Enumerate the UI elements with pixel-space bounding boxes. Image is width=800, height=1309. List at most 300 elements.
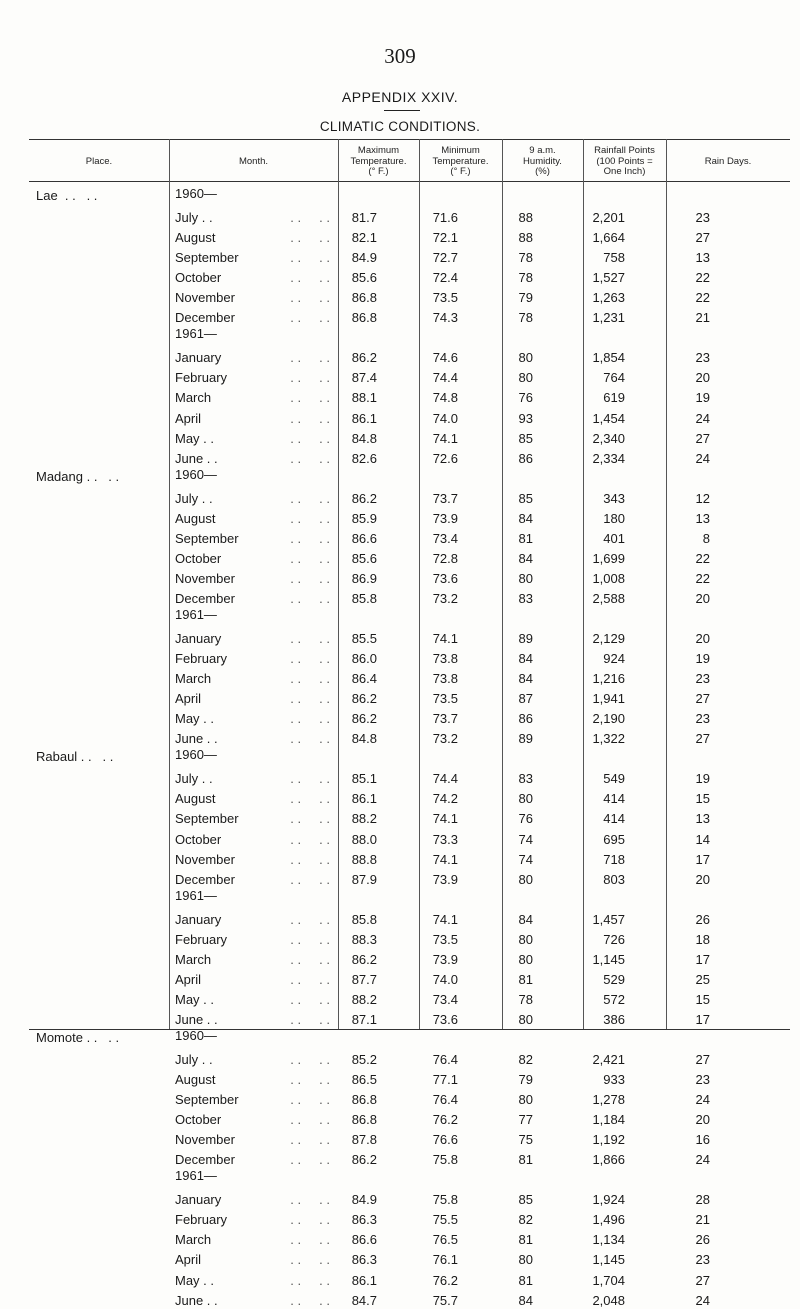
cell-rain: 1,924 bbox=[592, 1192, 625, 1208]
cell-min: 74.0 bbox=[432, 971, 458, 987]
month-label: November bbox=[175, 570, 235, 586]
cell-min: 74.4 bbox=[432, 370, 458, 386]
header-min-temp-line: Minimum bbox=[441, 145, 480, 156]
month-label: December bbox=[175, 590, 235, 606]
table-top-rule bbox=[29, 139, 790, 140]
appendix-title: APPENDIX XXIV. bbox=[341, 89, 459, 105]
table-row bbox=[0, 206, 800, 226]
month-label: July . . bbox=[175, 771, 213, 787]
cell-days: 24 bbox=[695, 1292, 710, 1308]
cell-hum: 81 bbox=[518, 1272, 533, 1288]
cell-hum: 74 bbox=[518, 831, 533, 847]
table-row bbox=[0, 868, 800, 888]
cell-max: 88.2 bbox=[351, 991, 377, 1007]
cell-max: 86.5 bbox=[351, 1072, 377, 1088]
cell-max: 86.8 bbox=[351, 1092, 377, 1108]
cell-rain: 1,134 bbox=[592, 1232, 625, 1248]
header-max-temp-line: (° F.) bbox=[368, 166, 389, 177]
cell-days: 15 bbox=[695, 991, 710, 1007]
cell-max: 86.2 bbox=[351, 350, 377, 366]
header-min-temp bbox=[419, 146, 502, 178]
month-label: December bbox=[175, 310, 235, 326]
table-row bbox=[0, 687, 800, 707]
cell-hum: 82 bbox=[518, 1212, 533, 1228]
cell-days: 23 bbox=[695, 1072, 710, 1088]
table-row bbox=[0, 1228, 800, 1248]
leader-dots: . . . . bbox=[290, 350, 330, 366]
leader-dots: . . . . bbox=[290, 991, 330, 1007]
leader-dots: . . . . bbox=[290, 510, 330, 526]
leader-dots: . . . . bbox=[290, 951, 330, 967]
cell-min: 73.7 bbox=[432, 490, 458, 506]
cell-rain: 1,496 bbox=[592, 1212, 625, 1228]
year-label: 1961— bbox=[175, 606, 217, 622]
cell-min: 75.8 bbox=[432, 1192, 458, 1208]
table-row bbox=[0, 727, 800, 747]
cell-max: 87.7 bbox=[351, 971, 377, 987]
cell-hum: 74 bbox=[518, 851, 533, 867]
cell-max: 86.2 bbox=[351, 691, 377, 707]
place-name: Momote . . . . bbox=[36, 1029, 120, 1045]
month-label: February bbox=[175, 1212, 228, 1228]
leader-dots: . . . . bbox=[290, 230, 330, 246]
cell-days: 15 bbox=[695, 791, 710, 807]
cell-rain: 718 bbox=[603, 851, 625, 867]
table-row bbox=[0, 1248, 800, 1268]
cell-min: 76.6 bbox=[432, 1132, 458, 1148]
cell-hum: 84 bbox=[518, 1292, 533, 1308]
month-label: August bbox=[175, 791, 216, 807]
cell-max: 86.8 bbox=[351, 1112, 377, 1128]
leader-dots: . . . . bbox=[290, 851, 330, 867]
table-body bbox=[0, 186, 800, 1309]
cell-days: 23 bbox=[695, 671, 710, 687]
cell-days: 13 bbox=[695, 250, 710, 266]
leader-dots: . . . . bbox=[290, 1112, 330, 1128]
cell-days: 14 bbox=[695, 831, 710, 847]
leader-dots: . . . . bbox=[290, 570, 330, 586]
header-rainfall-line: One Inch) bbox=[603, 166, 646, 177]
cell-days: 24 bbox=[695, 450, 710, 466]
cell-min: 75.5 bbox=[432, 1212, 458, 1228]
table-row bbox=[0, 427, 800, 447]
cell-min: 71.6 bbox=[432, 210, 458, 226]
cell-max: 85.8 bbox=[351, 590, 377, 606]
leader-dots: . . . . bbox=[290, 270, 330, 286]
table-row bbox=[0, 1208, 800, 1228]
cell-max: 88.3 bbox=[351, 931, 377, 947]
leader-dots: . . . . bbox=[290, 831, 330, 847]
table-row bbox=[0, 447, 800, 467]
cell-rain: 1,263 bbox=[592, 290, 625, 306]
cell-days: 21 bbox=[695, 310, 710, 326]
month-label: September bbox=[175, 250, 239, 266]
year-row bbox=[0, 326, 800, 346]
cell-hum: 80 bbox=[518, 1252, 533, 1268]
cell-max: 87.9 bbox=[351, 871, 377, 887]
cell-rain: 2,340 bbox=[592, 430, 625, 446]
cell-hum: 75 bbox=[518, 1132, 533, 1148]
table-row bbox=[0, 527, 800, 547]
cell-hum: 89 bbox=[518, 631, 533, 647]
header-place: Place. bbox=[85, 156, 113, 167]
cell-min: 76.5 bbox=[432, 1232, 458, 1248]
cell-days: 27 bbox=[695, 691, 710, 707]
leader-dots: . . . . bbox=[290, 871, 330, 887]
cell-max: 81.7 bbox=[351, 210, 377, 226]
cell-days: 27 bbox=[695, 1052, 710, 1068]
cell-rain: 549 bbox=[603, 771, 625, 787]
cell-hum: 80 bbox=[518, 350, 533, 366]
leader-dots: . . . . bbox=[290, 450, 330, 466]
cell-rain: 1,704 bbox=[592, 1272, 625, 1288]
cell-rain: 1,941 bbox=[592, 691, 625, 707]
table-row bbox=[0, 1108, 800, 1128]
cell-hum: 77 bbox=[518, 1112, 533, 1128]
month-label: December bbox=[175, 871, 235, 887]
cell-days: 28 bbox=[695, 1192, 710, 1208]
cell-max: 86.1 bbox=[351, 410, 377, 426]
cell-hum: 85 bbox=[518, 490, 533, 506]
cell-max: 87.1 bbox=[351, 1011, 377, 1027]
cell-min: 74.1 bbox=[432, 811, 458, 827]
table-row bbox=[0, 767, 800, 787]
month-label: January bbox=[175, 350, 222, 366]
year-row bbox=[0, 467, 800, 487]
cell-min: 73.2 bbox=[432, 731, 458, 747]
table-row bbox=[0, 1269, 800, 1289]
cell-max: 84.9 bbox=[351, 250, 377, 266]
cell-min: 74.3 bbox=[432, 310, 458, 326]
place-name: Lae . . . . bbox=[36, 188, 98, 203]
year-label: 1960— bbox=[175, 466, 217, 482]
cell-max: 86.4 bbox=[351, 671, 377, 687]
cell-hum: 80 bbox=[518, 931, 533, 947]
place-name: Rabaul . . . . bbox=[36, 749, 114, 765]
leader-dots: . . . . bbox=[290, 1232, 330, 1248]
cell-min: 76.4 bbox=[432, 1052, 458, 1068]
year-row bbox=[0, 747, 800, 767]
cell-days: 13 bbox=[695, 510, 710, 526]
cell-days: 27 bbox=[695, 230, 710, 246]
cell-days: 27 bbox=[695, 430, 710, 446]
cell-max: 82.6 bbox=[351, 450, 377, 466]
cell-max: 86.1 bbox=[351, 791, 377, 807]
leader-dots: . . . . bbox=[290, 1092, 330, 1108]
table-row bbox=[0, 346, 800, 366]
cell-max: 84.8 bbox=[351, 430, 377, 446]
cell-rain: 343 bbox=[603, 490, 625, 506]
cell-hum: 78 bbox=[518, 270, 533, 286]
cell-max: 85.6 bbox=[351, 550, 377, 566]
month-label: February bbox=[175, 931, 228, 947]
cell-days: 20 bbox=[695, 1112, 710, 1128]
cell-max: 86.6 bbox=[351, 530, 377, 546]
table-row bbox=[0, 807, 800, 827]
cell-days: 24 bbox=[695, 1092, 710, 1108]
header-rain-days: Rain Days. bbox=[704, 156, 752, 167]
cell-max: 86.2 bbox=[351, 490, 377, 506]
table-row bbox=[0, 1008, 800, 1028]
cell-hum: 80 bbox=[518, 370, 533, 386]
leader-dots: . . . . bbox=[290, 1272, 330, 1288]
cell-rain: 1,184 bbox=[592, 1112, 625, 1128]
cell-min: 73.6 bbox=[432, 1011, 458, 1027]
leader-dots: . . . . bbox=[290, 1192, 330, 1208]
header-max-temp bbox=[338, 146, 419, 178]
cell-min: 75.8 bbox=[432, 1152, 458, 1168]
cell-hum: 88 bbox=[518, 210, 533, 226]
cell-min: 73.4 bbox=[432, 991, 458, 1007]
table-row bbox=[0, 948, 800, 968]
cell-min: 73.6 bbox=[432, 570, 458, 586]
leader-dots: . . . . bbox=[290, 1052, 330, 1068]
month-label: April bbox=[175, 410, 202, 426]
table-row bbox=[0, 828, 800, 848]
cell-min: 73.5 bbox=[432, 691, 458, 707]
cell-days: 19 bbox=[695, 771, 710, 787]
leader-dots: . . . . bbox=[290, 1011, 330, 1027]
cell-rain: 758 bbox=[603, 250, 625, 266]
month-label: April bbox=[175, 1252, 202, 1268]
cell-rain: 180 bbox=[603, 510, 625, 526]
year-label: 1960— bbox=[175, 1027, 217, 1043]
leader-dots: . . . . bbox=[290, 711, 330, 727]
month-label: April bbox=[175, 691, 202, 707]
leader-dots: . . . . bbox=[290, 671, 330, 687]
cell-days: 16 bbox=[695, 1132, 710, 1148]
year-label: 1960— bbox=[175, 186, 217, 201]
cell-min: 73.8 bbox=[432, 671, 458, 687]
year-row bbox=[0, 1028, 800, 1048]
month-label: January bbox=[175, 631, 222, 647]
cell-rain: 2,048 bbox=[592, 1292, 625, 1308]
table-row bbox=[0, 1148, 800, 1168]
cell-min: 74.1 bbox=[432, 851, 458, 867]
cell-max: 88.1 bbox=[351, 390, 377, 406]
header-rainfall-line: (100 Points = bbox=[596, 155, 653, 167]
header-min-temp-line: (° F.) bbox=[450, 166, 471, 177]
month-label: November bbox=[175, 851, 235, 867]
cell-days: 27 bbox=[695, 731, 710, 747]
cell-rain: 1,216 bbox=[592, 671, 625, 687]
cell-hum: 76 bbox=[518, 811, 533, 827]
cell-hum: 83 bbox=[518, 771, 533, 787]
cell-rain: 2,334 bbox=[592, 450, 625, 466]
table-row bbox=[0, 968, 800, 988]
leader-dots: . . . . bbox=[290, 1212, 330, 1228]
table-row bbox=[0, 928, 800, 948]
cell-rain: 1,231 bbox=[592, 310, 625, 326]
cell-days: 25 bbox=[695, 971, 710, 987]
cell-rain: 695 bbox=[603, 831, 625, 847]
cell-rain: 1,699 bbox=[592, 550, 625, 566]
cell-rain: 2,588 bbox=[592, 590, 625, 606]
cell-days: 20 bbox=[695, 631, 710, 647]
month-label: November bbox=[175, 1132, 235, 1148]
cell-days: 8 bbox=[702, 530, 710, 546]
cell-days: 26 bbox=[695, 911, 710, 927]
table-row bbox=[0, 1188, 800, 1208]
cell-max: 85.8 bbox=[351, 911, 377, 927]
cell-rain: 1,192 bbox=[592, 1132, 625, 1148]
cell-rain: 1,854 bbox=[592, 350, 625, 366]
cell-rain: 572 bbox=[603, 991, 625, 1007]
cell-days: 20 bbox=[695, 590, 710, 606]
leader-dots: . . . . bbox=[290, 390, 330, 406]
cell-max: 85.9 bbox=[351, 510, 377, 526]
leader-dots: . . . . bbox=[290, 490, 330, 506]
year-row bbox=[0, 607, 800, 627]
cell-rain: 1,322 bbox=[592, 731, 625, 747]
cell-min: 74.4 bbox=[432, 771, 458, 787]
cell-rain: 386 bbox=[603, 1011, 625, 1027]
month-label: August bbox=[175, 510, 216, 526]
month-label: November bbox=[175, 290, 235, 306]
cell-max: 86.3 bbox=[351, 1212, 377, 1228]
leader-dots: . . . . bbox=[290, 651, 330, 667]
cell-days: 18 bbox=[695, 931, 710, 947]
month-label: May . . bbox=[175, 1272, 215, 1288]
header-bottom-rule bbox=[29, 181, 790, 182]
cell-max: 86.3 bbox=[351, 1252, 377, 1268]
month-label: March bbox=[175, 390, 212, 406]
year-row bbox=[0, 888, 800, 908]
cell-rain: 1,457 bbox=[592, 911, 625, 927]
month-label: July . . bbox=[175, 210, 213, 226]
cell-min: 76.2 bbox=[432, 1272, 458, 1288]
cell-rain: 2,190 bbox=[592, 711, 625, 727]
cell-rain: 401 bbox=[603, 530, 625, 546]
cell-min: 72.6 bbox=[432, 450, 458, 466]
cell-rain: 1,145 bbox=[592, 1252, 625, 1268]
cell-rain: 1,008 bbox=[592, 570, 625, 586]
cell-max: 88.8 bbox=[351, 851, 377, 867]
cell-hum: 80 bbox=[518, 1011, 533, 1027]
cell-hum: 81 bbox=[518, 1152, 533, 1168]
cell-rain: 529 bbox=[603, 971, 625, 987]
month-label: August bbox=[175, 230, 216, 246]
header-max-temp-line: Maximum bbox=[357, 145, 400, 156]
table-row bbox=[0, 1088, 800, 1108]
leader-dots: . . . . bbox=[290, 911, 330, 927]
cell-max: 88.0 bbox=[351, 831, 377, 847]
cell-max: 84.8 bbox=[351, 731, 377, 747]
cell-max: 84.7 bbox=[351, 1292, 377, 1308]
header-humidity-line: Humidity. bbox=[523, 155, 562, 167]
month-label: July . . bbox=[175, 1052, 213, 1068]
month-label: June . . bbox=[175, 1292, 218, 1308]
year-row bbox=[0, 1168, 800, 1188]
leader-dots: . . . . bbox=[290, 771, 330, 787]
leader-dots: . . . . bbox=[290, 791, 330, 807]
month-label: March bbox=[175, 671, 212, 687]
leader-dots: . . . . bbox=[290, 1252, 330, 1268]
cell-min: 72.7 bbox=[432, 250, 458, 266]
table-row bbox=[0, 246, 800, 266]
month-label: January bbox=[175, 911, 222, 927]
leader-dots: . . . . bbox=[290, 250, 330, 266]
table-row bbox=[0, 787, 800, 807]
cell-hum: 78 bbox=[518, 310, 533, 326]
cell-hum: 86 bbox=[518, 711, 533, 727]
cell-days: 27 bbox=[695, 1272, 710, 1288]
cell-days: 17 bbox=[695, 1011, 710, 1027]
leader-dots: . . . . bbox=[290, 530, 330, 546]
cell-hum: 84 bbox=[518, 510, 533, 526]
year-label: 1961— bbox=[175, 1168, 217, 1184]
cell-hum: 84 bbox=[518, 911, 533, 927]
cell-min: 73.5 bbox=[432, 931, 458, 947]
cell-max: 88.2 bbox=[351, 811, 377, 827]
leader-dots: . . . . bbox=[290, 410, 330, 426]
table-row bbox=[0, 226, 800, 246]
leader-dots: . . . . bbox=[290, 550, 330, 566]
month-label: March bbox=[175, 1232, 212, 1248]
cell-min: 72.4 bbox=[432, 270, 458, 286]
cell-min: 74.6 bbox=[432, 350, 458, 366]
month-label: September bbox=[175, 530, 239, 546]
cell-max: 86.6 bbox=[351, 1232, 377, 1248]
cell-min: 74.8 bbox=[432, 390, 458, 406]
table-row bbox=[0, 266, 800, 286]
table-row bbox=[0, 908, 800, 928]
cell-max: 86.2 bbox=[351, 1152, 377, 1168]
header-humidity-line: 9 a.m. bbox=[529, 145, 556, 156]
leader-dots: . . . . bbox=[290, 1292, 330, 1308]
cell-min: 73.3 bbox=[432, 831, 458, 847]
year-row bbox=[0, 186, 800, 206]
cell-hum: 89 bbox=[518, 731, 533, 747]
cell-days: 26 bbox=[695, 1232, 710, 1248]
cell-hum: 76 bbox=[518, 390, 533, 406]
cell-hum: 88 bbox=[518, 230, 533, 246]
month-label: October bbox=[175, 1112, 222, 1128]
cell-max: 87.4 bbox=[351, 370, 377, 386]
leader-dots: . . . . bbox=[290, 931, 330, 947]
month-label: September bbox=[175, 1092, 239, 1108]
cell-days: 22 bbox=[695, 550, 710, 566]
leader-dots: . . . . bbox=[290, 310, 330, 326]
month-label: February bbox=[175, 370, 228, 386]
cell-hum: 83 bbox=[518, 590, 533, 606]
leader-dots: . . . . bbox=[290, 971, 330, 987]
table-row bbox=[0, 1128, 800, 1148]
cell-rain: 2,129 bbox=[592, 631, 625, 647]
month-label: June . . bbox=[175, 450, 218, 466]
cell-days: 24 bbox=[695, 410, 710, 426]
cell-hum: 85 bbox=[518, 430, 533, 446]
cell-days: 19 bbox=[695, 390, 710, 406]
cell-min: 74.2 bbox=[432, 791, 458, 807]
cell-rain: 1,278 bbox=[592, 1092, 625, 1108]
cell-max: 82.1 bbox=[351, 230, 377, 246]
year-label: 1961— bbox=[175, 887, 217, 903]
month-label: June . . bbox=[175, 1011, 218, 1027]
cell-hum: 78 bbox=[518, 250, 533, 266]
header-month: Month. bbox=[238, 156, 269, 167]
month-label: January bbox=[175, 1192, 222, 1208]
month-label: April bbox=[175, 971, 202, 987]
table-row bbox=[0, 407, 800, 427]
table-row bbox=[0, 507, 800, 527]
cell-hum: 81 bbox=[518, 530, 533, 546]
cell-rain: 1,866 bbox=[592, 1152, 625, 1168]
cell-days: 23 bbox=[695, 350, 710, 366]
leader-dots: . . . . bbox=[290, 631, 330, 647]
cell-days: 20 bbox=[695, 370, 710, 386]
cell-hum: 80 bbox=[518, 871, 533, 887]
